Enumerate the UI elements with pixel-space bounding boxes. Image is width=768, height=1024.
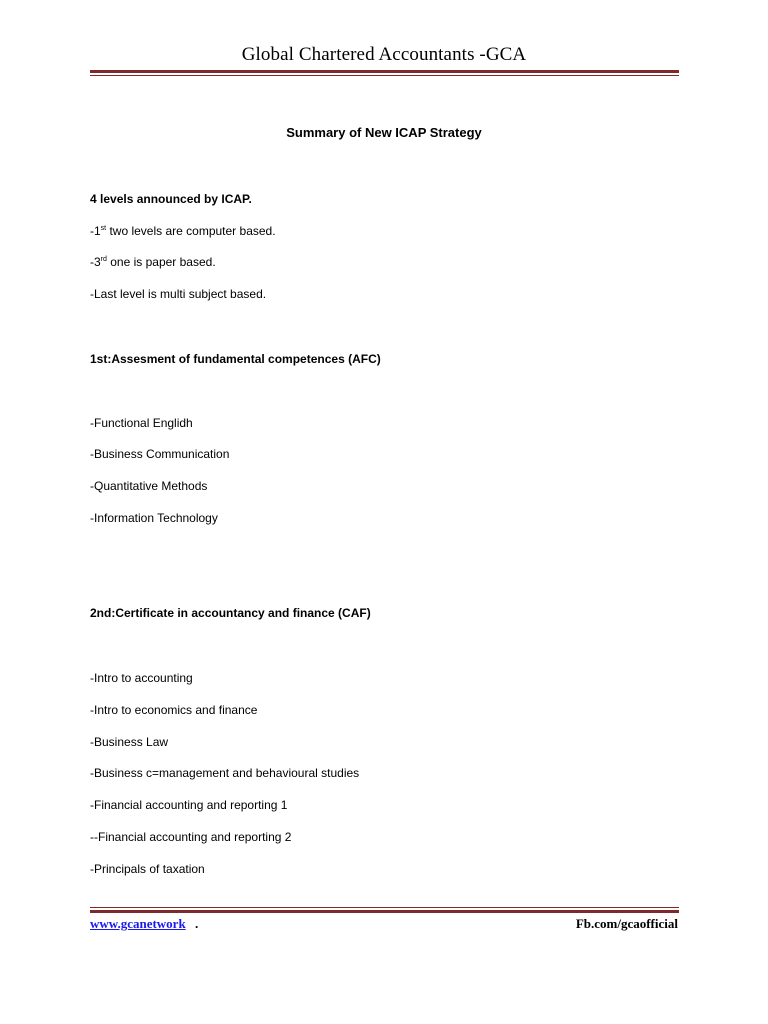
level2-item: -Intro to economics and finance bbox=[90, 703, 258, 717]
level1-item: -Quantitative Methods bbox=[90, 479, 208, 493]
footer-rule-thick bbox=[90, 910, 679, 913]
header-rule-thin bbox=[90, 75, 679, 76]
website-link-period: . bbox=[195, 916, 199, 931]
website-link[interactable]: www.gcanetwork bbox=[90, 916, 186, 931]
level2-item: -Intro to accounting bbox=[90, 671, 193, 685]
intro-line-2-prefix: -3 bbox=[90, 255, 101, 269]
header-rule-thick bbox=[90, 70, 679, 73]
level1-heading: 1st:Assesment of fundamental competences (AFC) bbox=[90, 352, 381, 366]
level1-item: -Functional Englidh bbox=[90, 416, 193, 430]
intro-line-2 bbox=[90, 255, 216, 269]
facebook-page-text: Fb.com/gcaofficial bbox=[575, 916, 678, 931]
intro-line-3: -Last level is multi subject based. bbox=[90, 287, 267, 301]
level2-heading: 2nd:Certificate in accountancy and finance (CAF) bbox=[90, 606, 371, 620]
intro-line-1 bbox=[90, 224, 276, 238]
level1-item: -Business Communication bbox=[90, 447, 230, 461]
level2-item: -Principals of taxation bbox=[90, 862, 205, 876]
intro-line-1-sup: st bbox=[100, 225, 107, 232]
level2-item: -Business Law bbox=[90, 735, 169, 749]
document-title: Summary of New ICAP Strategy bbox=[286, 125, 482, 140]
intro-heading: 4 levels announced by ICAP. bbox=[90, 192, 252, 206]
intro-line-1-text: two levels are computer based. bbox=[106, 224, 276, 238]
level2-item: -Business c=management and behavioural studies bbox=[90, 766, 360, 780]
level2-item: -Financial accounting and reporting 1 bbox=[90, 798, 288, 812]
intro-line-2-sup: rd bbox=[100, 256, 107, 263]
intro-line-2-text: one is paper based. bbox=[106, 255, 216, 269]
level1-item: -Information Technology bbox=[90, 511, 218, 525]
intro-line-1-prefix: -1 bbox=[90, 224, 101, 238]
footer-rule-thin bbox=[90, 907, 679, 908]
level2-item: --Financial accounting and reporting 2 bbox=[90, 830, 292, 844]
page-header-title: Global Chartered Accountants -GCA bbox=[241, 44, 527, 65]
